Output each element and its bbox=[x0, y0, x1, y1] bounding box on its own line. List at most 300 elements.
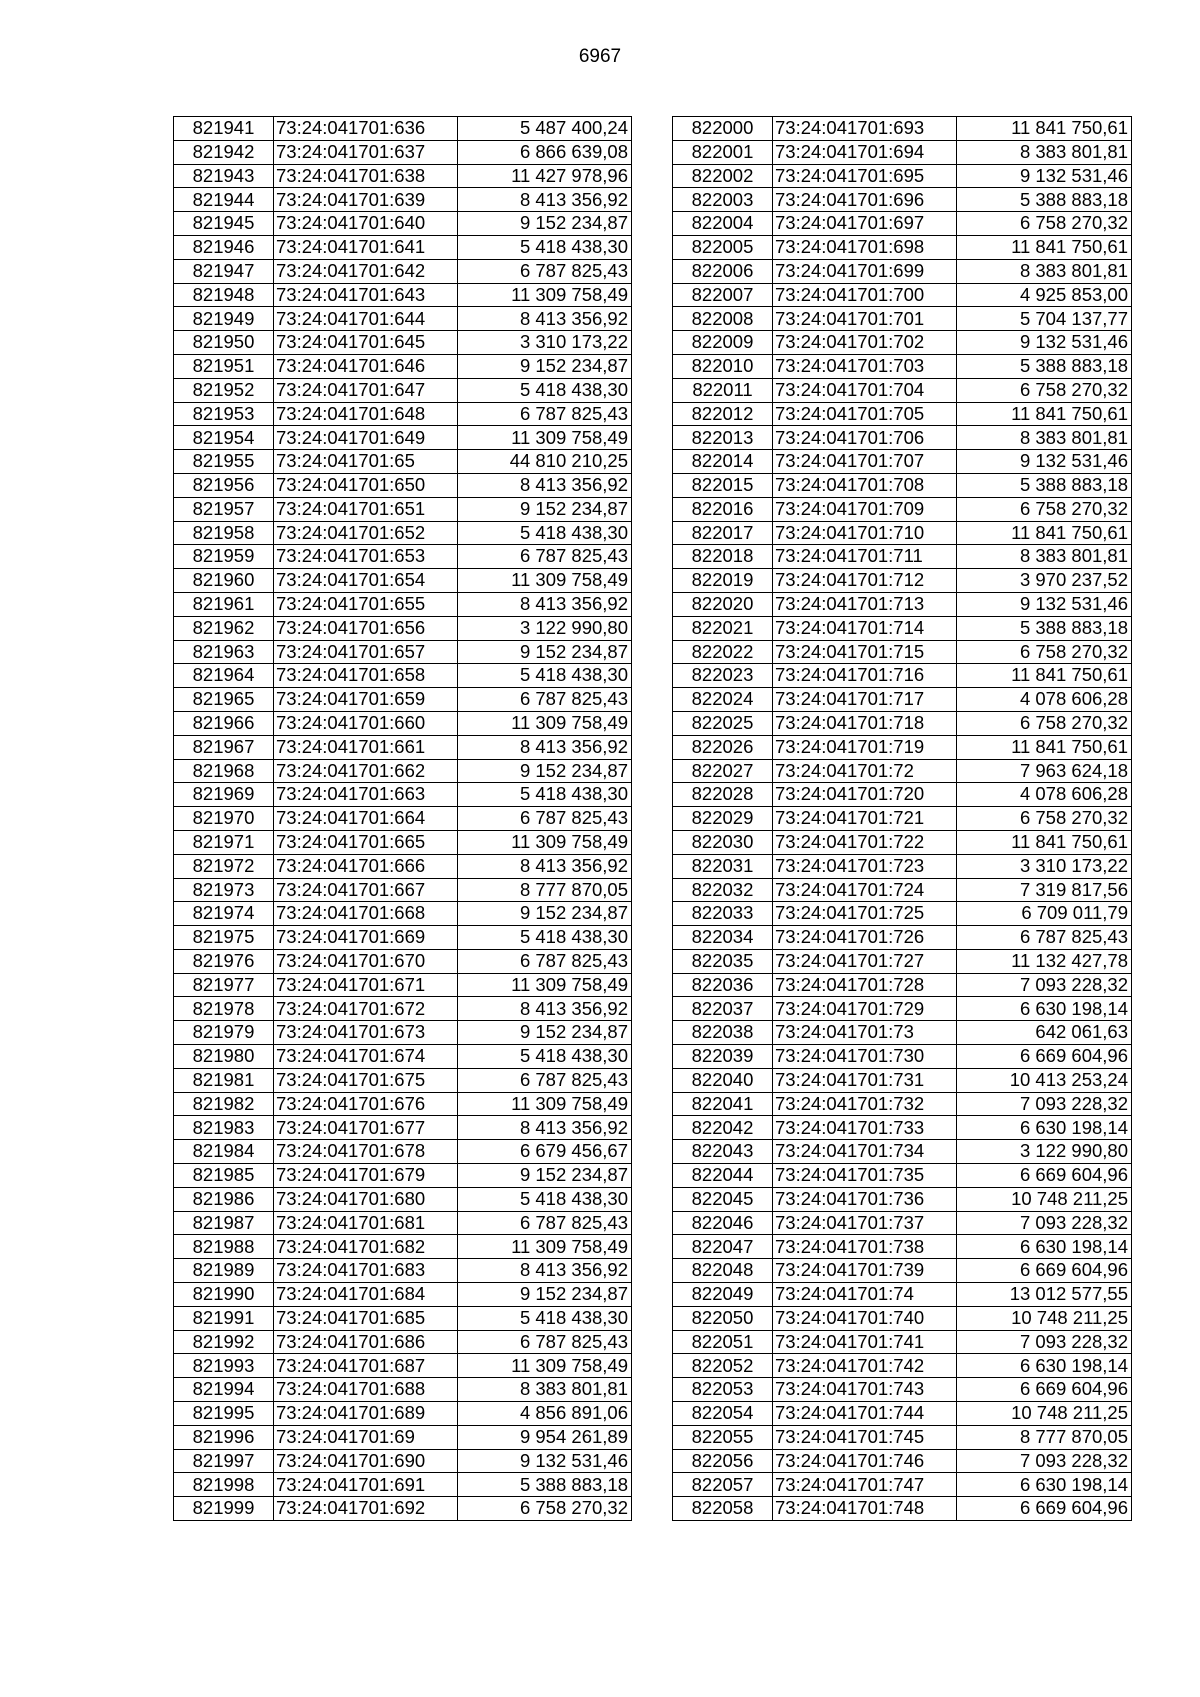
table-row bbox=[174, 1449, 632, 1473]
cadastral-value: 11 841 750,61 bbox=[957, 117, 1132, 141]
row-number: 822039 bbox=[673, 1045, 773, 1069]
table-row bbox=[673, 1116, 1132, 1140]
cadastral-number: 73:24:041701:696 bbox=[773, 188, 957, 212]
table-row bbox=[174, 1354, 632, 1378]
cadastral-value: 5 487 400,24 bbox=[458, 117, 632, 141]
table-row bbox=[673, 378, 1132, 402]
table-row bbox=[673, 997, 1132, 1021]
row-number: 821986 bbox=[174, 1187, 274, 1211]
cadastral-value: 4 925 853,00 bbox=[957, 283, 1132, 307]
row-number: 821974 bbox=[174, 902, 274, 926]
cadastral-number: 73:24:041701:662 bbox=[274, 759, 458, 783]
cadastral-value: 6 758 270,32 bbox=[957, 711, 1132, 735]
cadastral-number: 73:24:041701:714 bbox=[773, 616, 957, 640]
row-number: 822055 bbox=[673, 1425, 773, 1449]
table-row bbox=[174, 545, 632, 569]
row-number: 822004 bbox=[673, 212, 773, 236]
row-number: 822009 bbox=[673, 331, 773, 355]
row-number: 822048 bbox=[673, 1259, 773, 1283]
cadastral-number: 73:24:041701:717 bbox=[773, 688, 957, 712]
cadastral-number: 73:24:041701:707 bbox=[773, 450, 957, 474]
row-number: 822026 bbox=[673, 735, 773, 759]
cadastral-number: 73:24:041701:661 bbox=[274, 735, 458, 759]
table-row bbox=[673, 235, 1132, 259]
cadastral-value: 9 132 531,46 bbox=[957, 592, 1132, 616]
cadastral-number: 73:24:041701:706 bbox=[773, 426, 957, 450]
row-number: 821953 bbox=[174, 402, 274, 426]
row-number: 821994 bbox=[174, 1378, 274, 1402]
cadastral-number: 73:24:041701:732 bbox=[773, 1092, 957, 1116]
cadastral-value: 5 418 438,30 bbox=[458, 1045, 632, 1069]
cadastral-value: 9 152 234,87 bbox=[458, 902, 632, 926]
cadastral-number: 73:24:041701:683 bbox=[274, 1259, 458, 1283]
cadastral-number: 73:24:041701:742 bbox=[773, 1354, 957, 1378]
cadastral-number: 73:24:041701:700 bbox=[773, 283, 957, 307]
cadastral-number: 73:24:041701:697 bbox=[773, 212, 957, 236]
cadastral-number: 73:24:041701:685 bbox=[274, 1306, 458, 1330]
table-row bbox=[174, 1045, 632, 1069]
table-row bbox=[174, 307, 632, 331]
cadastral-number: 73:24:041701:739 bbox=[773, 1259, 957, 1283]
table-row bbox=[673, 759, 1132, 783]
table-row bbox=[174, 426, 632, 450]
table-row bbox=[673, 1283, 1132, 1307]
table-row bbox=[673, 1497, 1132, 1521]
cadastral-value: 10 748 211,25 bbox=[957, 1306, 1132, 1330]
row-number: 821964 bbox=[174, 664, 274, 688]
page-number: 6967 bbox=[578, 46, 622, 67]
row-number: 822046 bbox=[673, 1211, 773, 1235]
table-row bbox=[174, 688, 632, 712]
row-number: 821983 bbox=[174, 1116, 274, 1140]
row-number: 822000 bbox=[673, 117, 773, 141]
row-number: 821961 bbox=[174, 592, 274, 616]
table-row bbox=[673, 1378, 1132, 1402]
cadastral-number: 73:24:041701:723 bbox=[773, 854, 957, 878]
cadastral-number: 73:24:041701:738 bbox=[773, 1235, 957, 1259]
cadastral-number: 73:24:041701:678 bbox=[274, 1140, 458, 1164]
cadastral-value: 8 413 356,92 bbox=[458, 735, 632, 759]
cadastral-value: 11 841 750,61 bbox=[957, 735, 1132, 759]
row-number: 821978 bbox=[174, 997, 274, 1021]
cadastral-value: 642 061,63 bbox=[957, 1021, 1132, 1045]
row-number: 822023 bbox=[673, 664, 773, 688]
table-row bbox=[174, 1425, 632, 1449]
table-row bbox=[174, 1211, 632, 1235]
cadastral-number: 73:24:041701:680 bbox=[274, 1187, 458, 1211]
cadastral-value: 7 319 817,56 bbox=[957, 878, 1132, 902]
row-number: 822032 bbox=[673, 878, 773, 902]
table-row bbox=[174, 521, 632, 545]
row-number: 822043 bbox=[673, 1140, 773, 1164]
table-row bbox=[174, 140, 632, 164]
cadastral-number: 73:24:041701:669 bbox=[274, 926, 458, 950]
cadastral-number: 73:24:041701:73 bbox=[773, 1021, 957, 1045]
cadastral-value: 8 413 356,92 bbox=[458, 1259, 632, 1283]
cadastral-number: 73:24:041701:746 bbox=[773, 1449, 957, 1473]
table-row bbox=[673, 1449, 1132, 1473]
table-row bbox=[673, 783, 1132, 807]
table-row bbox=[673, 188, 1132, 212]
table-row bbox=[174, 759, 632, 783]
table-row bbox=[673, 1306, 1132, 1330]
cadastral-number: 73:24:041701:747 bbox=[773, 1473, 957, 1497]
cadastral-number: 73:24:041701:727 bbox=[773, 949, 957, 973]
cadastral-number: 73:24:041701:686 bbox=[274, 1330, 458, 1354]
row-number: 822006 bbox=[673, 259, 773, 283]
row-number: 822036 bbox=[673, 973, 773, 997]
table-row bbox=[673, 1021, 1132, 1045]
cadastral-number: 73:24:041701:74 bbox=[773, 1283, 957, 1307]
table-row bbox=[174, 1497, 632, 1521]
cadastral-number: 73:24:041701:708 bbox=[773, 473, 957, 497]
cadastral-number: 73:24:041701:672 bbox=[274, 997, 458, 1021]
cadastral-value: 3 310 173,22 bbox=[458, 331, 632, 355]
cadastral-number: 73:24:041701:652 bbox=[274, 521, 458, 545]
table-row bbox=[174, 807, 632, 831]
table-row bbox=[174, 664, 632, 688]
cadastral-number: 73:24:041701:710 bbox=[773, 521, 957, 545]
row-number: 822041 bbox=[673, 1092, 773, 1116]
table-row bbox=[673, 711, 1132, 735]
row-number: 822027 bbox=[673, 759, 773, 783]
row-number: 822022 bbox=[673, 640, 773, 664]
cadastral-value: 9 152 234,87 bbox=[458, 759, 632, 783]
cadastral-number: 73:24:041701:675 bbox=[274, 1068, 458, 1092]
cadastral-number: 73:24:041701:679 bbox=[274, 1164, 458, 1188]
cadastral-number: 73:24:041701:650 bbox=[274, 473, 458, 497]
row-number: 822007 bbox=[673, 283, 773, 307]
table-row bbox=[174, 1473, 632, 1497]
cadastral-value: 7 093 228,32 bbox=[957, 1211, 1132, 1235]
cadastral-number: 73:24:041701:648 bbox=[274, 402, 458, 426]
cadastral-value: 11 309 758,49 bbox=[458, 1092, 632, 1116]
cadastral-value: 10 413 253,24 bbox=[957, 1068, 1132, 1092]
table-row bbox=[174, 973, 632, 997]
table-row bbox=[174, 1306, 632, 1330]
cadastral-value: 7 093 228,32 bbox=[957, 1449, 1132, 1473]
cadastral-number: 73:24:041701:694 bbox=[773, 140, 957, 164]
table-row bbox=[174, 283, 632, 307]
cadastral-value: 9 132 531,46 bbox=[957, 331, 1132, 355]
table-row bbox=[673, 1164, 1132, 1188]
table-row bbox=[673, 664, 1132, 688]
cadastral-number: 73:24:041701:701 bbox=[773, 307, 957, 331]
table-row bbox=[174, 378, 632, 402]
table-row bbox=[174, 854, 632, 878]
row-number: 822035 bbox=[673, 949, 773, 973]
cadastral-value: 5 418 438,30 bbox=[458, 521, 632, 545]
row-number: 821977 bbox=[174, 973, 274, 997]
table-row bbox=[673, 117, 1132, 141]
row-number: 822051 bbox=[673, 1330, 773, 1354]
row-number: 822033 bbox=[673, 902, 773, 926]
table-row bbox=[174, 1330, 632, 1354]
cadastral-number: 73:24:041701:718 bbox=[773, 711, 957, 735]
row-number: 821990 bbox=[174, 1283, 274, 1307]
table-row bbox=[174, 1187, 632, 1211]
table-row bbox=[673, 402, 1132, 426]
cadastral-number: 73:24:041701:654 bbox=[274, 569, 458, 593]
cadastral-number: 73:24:041701:656 bbox=[274, 616, 458, 640]
row-number: 821967 bbox=[174, 735, 274, 759]
row-number: 822040 bbox=[673, 1068, 773, 1092]
cadastral-number: 73:24:041701:636 bbox=[274, 117, 458, 141]
cadastral-value: 11 841 750,61 bbox=[957, 664, 1132, 688]
table-row bbox=[174, 1092, 632, 1116]
cadastral-number: 73:24:041701:684 bbox=[274, 1283, 458, 1307]
cadastral-number: 73:24:041701:637 bbox=[274, 140, 458, 164]
cadastral-number: 73:24:041701:638 bbox=[274, 164, 458, 188]
cadastral-number: 73:24:041701:640 bbox=[274, 212, 458, 236]
row-number: 821957 bbox=[174, 497, 274, 521]
table-row bbox=[174, 354, 632, 378]
cadastral-value: 6 787 825,43 bbox=[458, 402, 632, 426]
cadastral-number: 73:24:041701:705 bbox=[773, 402, 957, 426]
row-number: 822056 bbox=[673, 1449, 773, 1473]
cadastral-value: 4 078 606,28 bbox=[957, 688, 1132, 712]
row-number: 822015 bbox=[673, 473, 773, 497]
table-row bbox=[174, 450, 632, 474]
row-number: 822002 bbox=[673, 164, 773, 188]
cadastral-number: 73:24:041701:65 bbox=[274, 450, 458, 474]
cadastral-value: 9 152 234,87 bbox=[458, 1164, 632, 1188]
cadastral-number: 73:24:041701:703 bbox=[773, 354, 957, 378]
cadastral-value: 6 669 604,96 bbox=[957, 1164, 1132, 1188]
cadastral-number: 73:24:041701:690 bbox=[274, 1449, 458, 1473]
cadastral-number: 73:24:041701:740 bbox=[773, 1306, 957, 1330]
table-row bbox=[673, 616, 1132, 640]
table-row bbox=[673, 1330, 1132, 1354]
table-row bbox=[673, 735, 1132, 759]
cadastral-value: 6 787 825,43 bbox=[458, 259, 632, 283]
cadastral-value: 8 777 870,05 bbox=[957, 1425, 1132, 1449]
cadastral-value: 6 787 825,43 bbox=[458, 688, 632, 712]
table-row bbox=[673, 830, 1132, 854]
row-number: 821941 bbox=[174, 117, 274, 141]
cadastral-value: 5 418 438,30 bbox=[458, 378, 632, 402]
row-number: 822049 bbox=[673, 1283, 773, 1307]
cadastral-value: 11 841 750,61 bbox=[957, 402, 1132, 426]
cadastral-value: 9 132 531,46 bbox=[957, 164, 1132, 188]
row-number: 821944 bbox=[174, 188, 274, 212]
cadastral-number: 73:24:041701:725 bbox=[773, 902, 957, 926]
row-number: 822052 bbox=[673, 1354, 773, 1378]
cadastral-value: 8 383 801,81 bbox=[957, 545, 1132, 569]
cadastral-value: 4 078 606,28 bbox=[957, 783, 1132, 807]
row-number: 821996 bbox=[174, 1425, 274, 1449]
cadastral-value: 6 630 198,14 bbox=[957, 997, 1132, 1021]
cadastral-number: 73:24:041701:711 bbox=[773, 545, 957, 569]
cadastral-value: 6 758 270,32 bbox=[957, 378, 1132, 402]
cadastral-value: 6 758 270,32 bbox=[957, 497, 1132, 521]
cadastral-number: 73:24:041701:667 bbox=[274, 878, 458, 902]
cadastral-value: 5 418 438,30 bbox=[458, 235, 632, 259]
cadastral-value: 7 093 228,32 bbox=[957, 1330, 1132, 1354]
cadastral-value: 5 704 137,77 bbox=[957, 307, 1132, 331]
cadastral-number: 73:24:041701:720 bbox=[773, 783, 957, 807]
cadastral-value: 6 758 270,32 bbox=[458, 1497, 632, 1521]
table-row bbox=[673, 473, 1132, 497]
cadastral-value: 5 418 438,30 bbox=[458, 1306, 632, 1330]
table-row bbox=[174, 735, 632, 759]
row-number: 821948 bbox=[174, 283, 274, 307]
table-row bbox=[673, 283, 1132, 307]
cadastral-number: 73:24:041701:655 bbox=[274, 592, 458, 616]
row-number: 821956 bbox=[174, 473, 274, 497]
table-row bbox=[174, 949, 632, 973]
table-row bbox=[673, 212, 1132, 236]
row-number: 822001 bbox=[673, 140, 773, 164]
cadastral-number: 73:24:041701:733 bbox=[773, 1116, 957, 1140]
row-number: 821960 bbox=[174, 569, 274, 593]
cadastral-number: 73:24:041701:731 bbox=[773, 1068, 957, 1092]
cadastral-number: 73:24:041701:702 bbox=[773, 331, 957, 355]
cadastral-number: 73:24:041701:688 bbox=[274, 1378, 458, 1402]
row-number: 822057 bbox=[673, 1473, 773, 1497]
table-row bbox=[673, 521, 1132, 545]
cadastral-value: 8 413 356,92 bbox=[458, 307, 632, 331]
cadastral-number: 73:24:041701:715 bbox=[773, 640, 957, 664]
cadastral-number: 73:24:041701:646 bbox=[274, 354, 458, 378]
table-row bbox=[673, 1473, 1132, 1497]
row-number: 822021 bbox=[673, 616, 773, 640]
table-row bbox=[174, 188, 632, 212]
table-row bbox=[174, 997, 632, 1021]
cadastral-value: 9 152 234,87 bbox=[458, 212, 632, 236]
row-number: 821945 bbox=[174, 212, 274, 236]
row-number: 822058 bbox=[673, 1497, 773, 1521]
table-row bbox=[673, 426, 1132, 450]
table-row bbox=[673, 1045, 1132, 1069]
cadastral-value: 8 383 801,81 bbox=[957, 140, 1132, 164]
cadastral-value: 6 709 011,79 bbox=[957, 902, 1132, 926]
cadastral-number: 73:24:041701:69 bbox=[274, 1425, 458, 1449]
cadastral-number: 73:24:041701:713 bbox=[773, 592, 957, 616]
row-number: 821966 bbox=[174, 711, 274, 735]
row-number: 821949 bbox=[174, 307, 274, 331]
cadastral-value: 6 669 604,96 bbox=[957, 1259, 1132, 1283]
cadastral-number: 73:24:041701:653 bbox=[274, 545, 458, 569]
table-row bbox=[673, 902, 1132, 926]
cadastral-number: 73:24:041701:665 bbox=[274, 830, 458, 854]
table-right-body bbox=[673, 117, 1132, 1521]
table-row bbox=[174, 926, 632, 950]
cadastral-value: 8 383 801,81 bbox=[957, 426, 1132, 450]
cadastral-value: 6 758 270,32 bbox=[957, 640, 1132, 664]
table-row bbox=[174, 830, 632, 854]
table-row bbox=[673, 1187, 1132, 1211]
cadastral-number: 73:24:041701:729 bbox=[773, 997, 957, 1021]
cadastral-number: 73:24:041701:647 bbox=[274, 378, 458, 402]
cadastral-value: 11 841 750,61 bbox=[957, 235, 1132, 259]
cadastral-number: 73:24:041701:716 bbox=[773, 664, 957, 688]
cadastral-value: 5 418 438,30 bbox=[458, 1187, 632, 1211]
cadastral-value: 9 954 261,89 bbox=[458, 1425, 632, 1449]
cadastral-number: 73:24:041701:704 bbox=[773, 378, 957, 402]
table-row bbox=[673, 354, 1132, 378]
table-left bbox=[173, 116, 632, 1521]
cadastral-number: 73:24:041701:658 bbox=[274, 664, 458, 688]
table-row bbox=[673, 1354, 1132, 1378]
row-number: 821999 bbox=[174, 1497, 274, 1521]
table-row bbox=[174, 235, 632, 259]
row-number: 822037 bbox=[673, 997, 773, 1021]
table-row bbox=[673, 854, 1132, 878]
cadastral-value: 8 413 356,92 bbox=[458, 997, 632, 1021]
row-number: 821973 bbox=[174, 878, 274, 902]
cadastral-number: 73:24:041701:643 bbox=[274, 283, 458, 307]
cadastral-value: 11 309 758,49 bbox=[458, 711, 632, 735]
table-row bbox=[174, 902, 632, 926]
cadastral-number: 73:24:041701:659 bbox=[274, 688, 458, 712]
cadastral-value: 6 787 825,43 bbox=[458, 1330, 632, 1354]
cadastral-number: 73:24:041701:670 bbox=[274, 949, 458, 973]
cadastral-value: 3 310 173,22 bbox=[957, 854, 1132, 878]
table-row bbox=[174, 569, 632, 593]
cadastral-value: 6 630 198,14 bbox=[957, 1235, 1132, 1259]
cadastral-number: 73:24:041701:668 bbox=[274, 902, 458, 926]
cadastral-value: 5 388 883,18 bbox=[957, 188, 1132, 212]
row-number: 821979 bbox=[174, 1021, 274, 1045]
row-number: 822019 bbox=[673, 569, 773, 593]
cadastral-number: 73:24:041701:719 bbox=[773, 735, 957, 759]
row-number: 822034 bbox=[673, 926, 773, 950]
cadastral-value: 11 309 758,49 bbox=[458, 830, 632, 854]
cadastral-number: 73:24:041701:691 bbox=[274, 1473, 458, 1497]
cadastral-value: 9 152 234,87 bbox=[458, 354, 632, 378]
table-row bbox=[174, 1259, 632, 1283]
cadastral-number: 73:24:041701:639 bbox=[274, 188, 458, 212]
row-number: 822018 bbox=[673, 545, 773, 569]
table-row bbox=[673, 1211, 1132, 1235]
table-row bbox=[673, 497, 1132, 521]
cadastral-value: 5 388 883,18 bbox=[957, 616, 1132, 640]
cadastral-number: 73:24:041701:698 bbox=[773, 235, 957, 259]
table-row bbox=[673, 1425, 1132, 1449]
cadastral-value: 8 383 801,81 bbox=[458, 1378, 632, 1402]
row-number: 822016 bbox=[673, 497, 773, 521]
cadastral-number: 73:24:041701:676 bbox=[274, 1092, 458, 1116]
cadastral-value: 44 810 210,25 bbox=[458, 450, 632, 474]
cadastral-number: 73:24:041701:673 bbox=[274, 1021, 458, 1045]
row-number: 821980 bbox=[174, 1045, 274, 1069]
row-number: 822003 bbox=[673, 188, 773, 212]
row-number: 821958 bbox=[174, 521, 274, 545]
row-number: 821998 bbox=[174, 1473, 274, 1497]
row-number: 821972 bbox=[174, 854, 274, 878]
cadastral-number: 73:24:041701:657 bbox=[274, 640, 458, 664]
row-number: 822024 bbox=[673, 688, 773, 712]
cadastral-value: 9 152 234,87 bbox=[458, 640, 632, 664]
cadastral-value: 6 669 604,96 bbox=[957, 1045, 1132, 1069]
row-number: 821959 bbox=[174, 545, 274, 569]
cadastral-value: 5 388 883,18 bbox=[458, 1473, 632, 1497]
cadastral-value: 6 630 198,14 bbox=[957, 1116, 1132, 1140]
table-row bbox=[673, 307, 1132, 331]
cadastral-value: 6 758 270,32 bbox=[957, 807, 1132, 831]
table-row bbox=[673, 545, 1132, 569]
row-number: 821981 bbox=[174, 1068, 274, 1092]
row-number: 821946 bbox=[174, 235, 274, 259]
table-row bbox=[174, 592, 632, 616]
row-number: 822038 bbox=[673, 1021, 773, 1045]
cadastral-number: 73:24:041701:743 bbox=[773, 1378, 957, 1402]
cadastral-number: 73:24:041701:644 bbox=[274, 307, 458, 331]
cadastral-value: 5 418 438,30 bbox=[458, 783, 632, 807]
cadastral-value: 11 309 758,49 bbox=[458, 283, 632, 307]
table-row bbox=[673, 688, 1132, 712]
